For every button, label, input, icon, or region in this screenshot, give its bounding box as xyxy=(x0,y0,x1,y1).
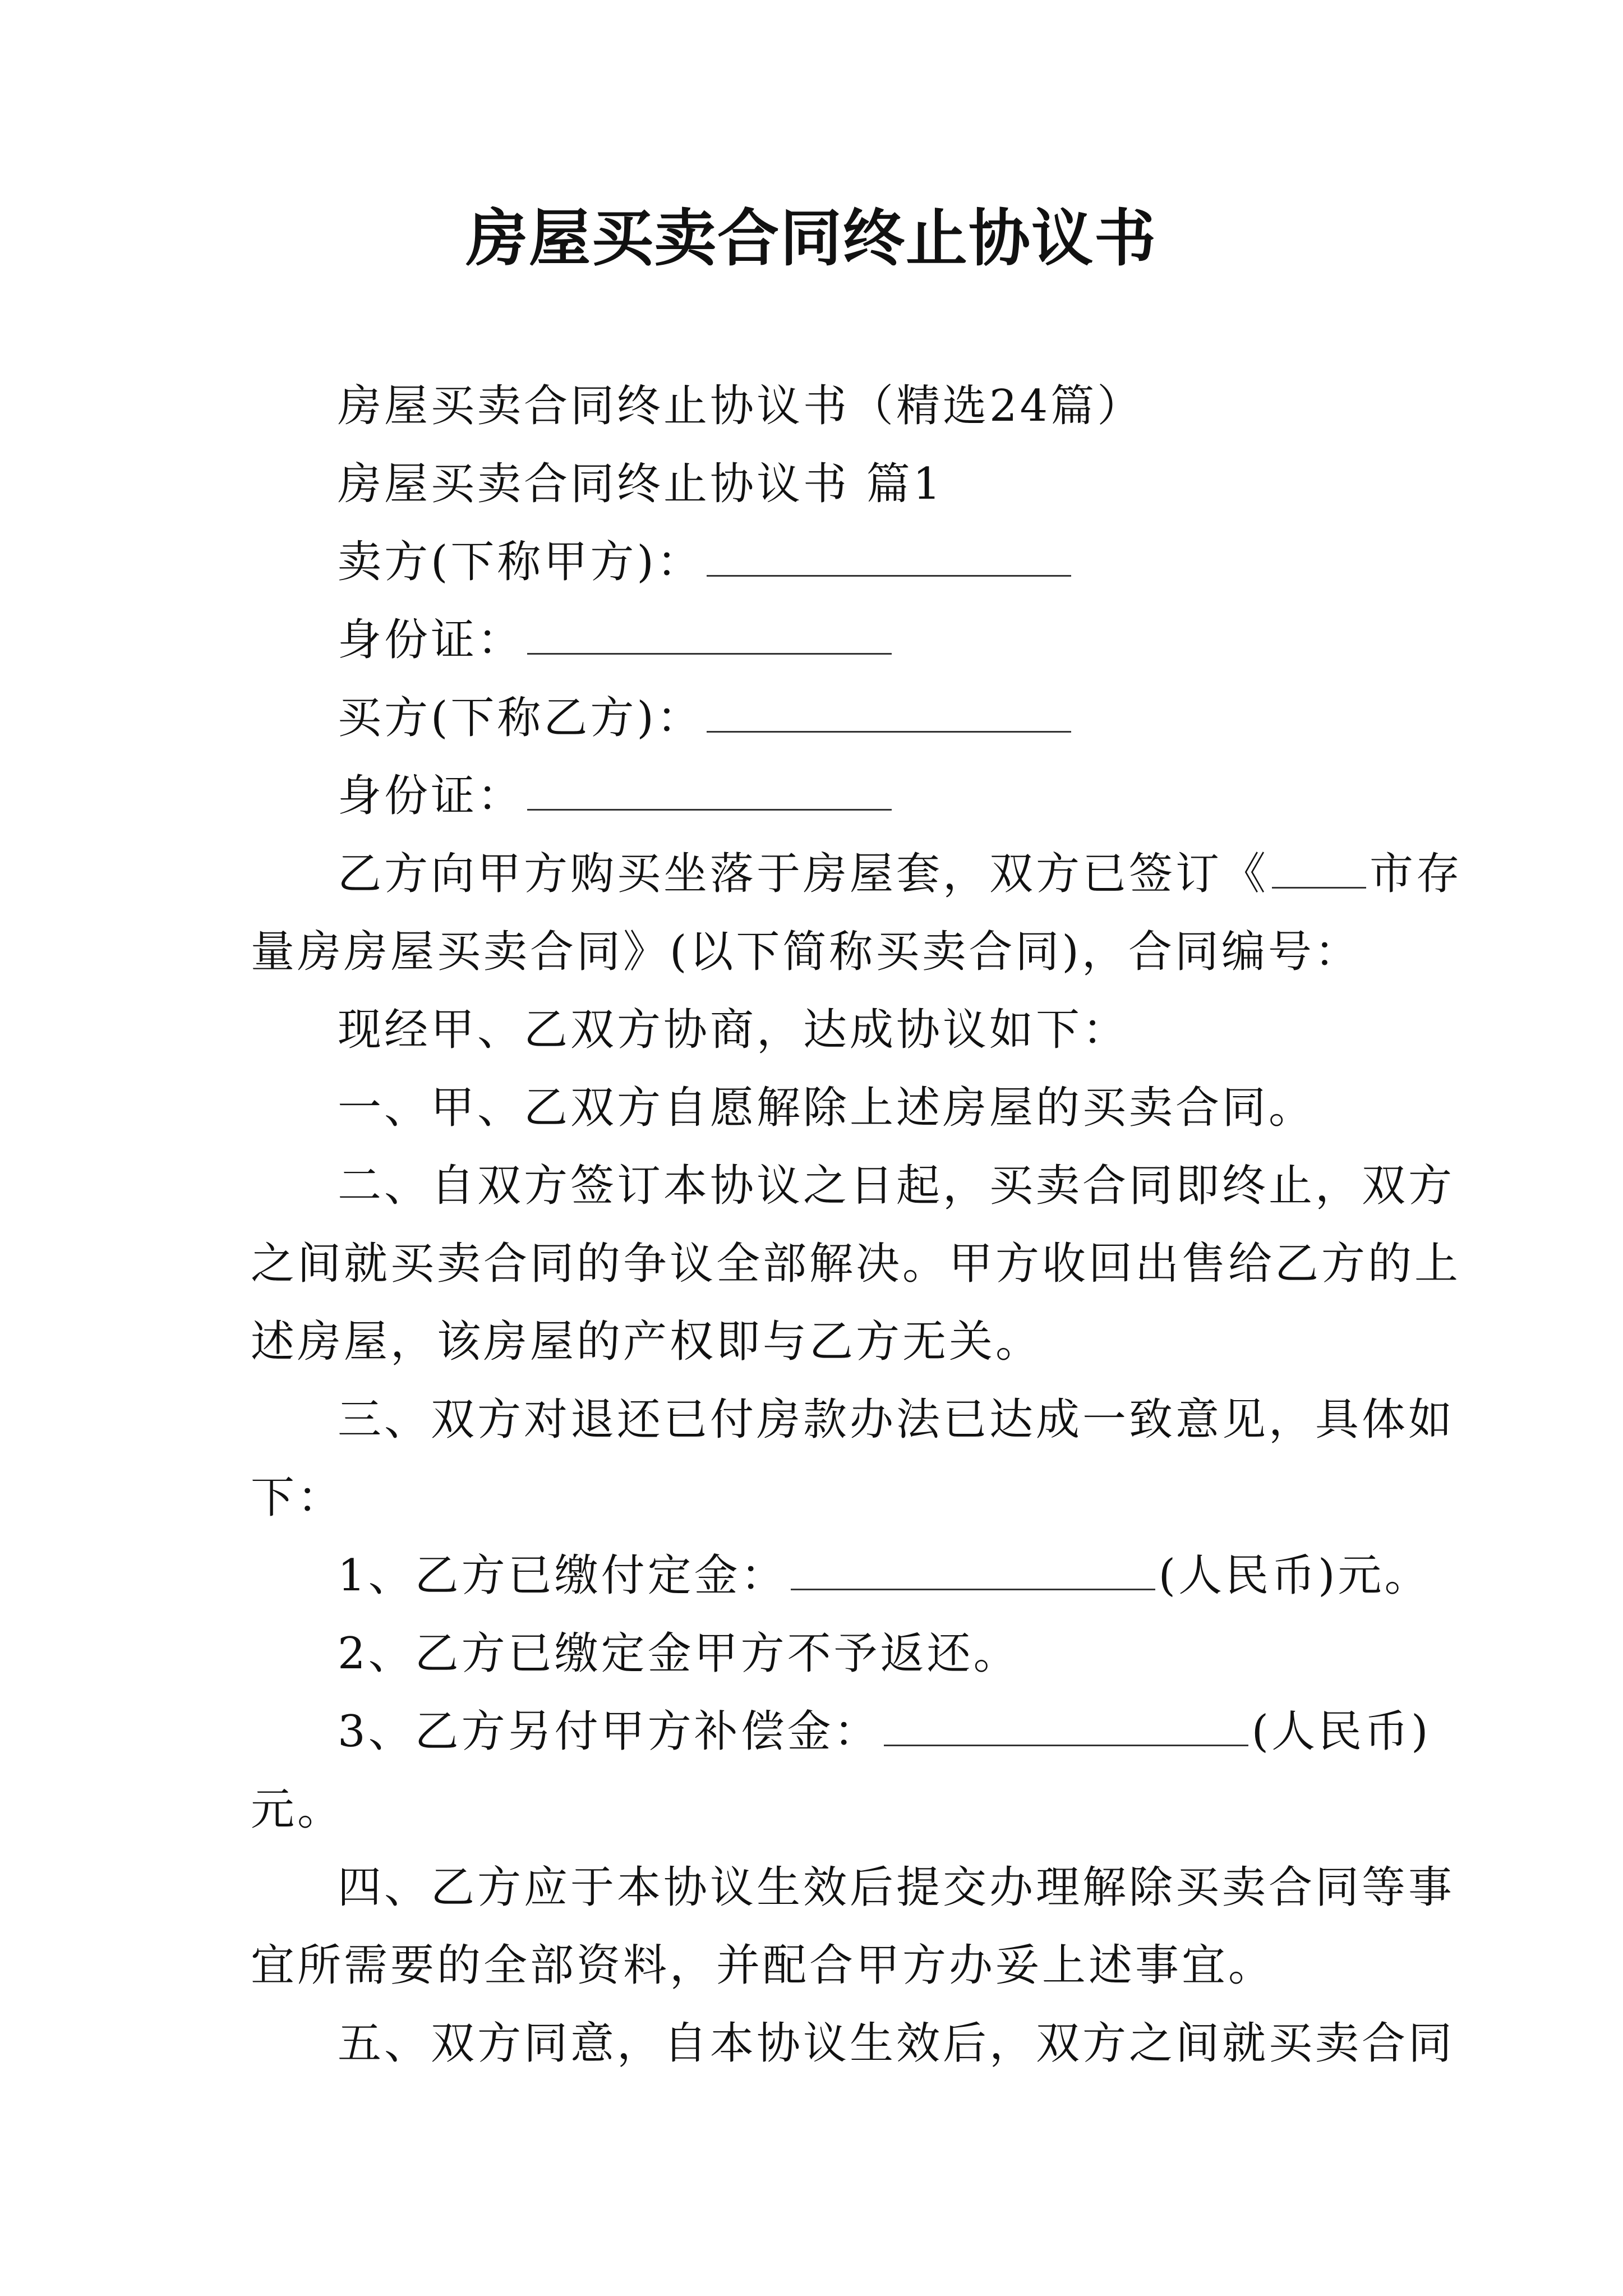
deposit-blank xyxy=(791,1549,1155,1590)
paragraph-text: 市存 xyxy=(1370,849,1463,899)
clause-3-continued: 下： xyxy=(251,1473,344,1523)
deposit-clause: 2、乙方已缴定金甲方不予返还。 xyxy=(338,1628,1020,1679)
paragraph-line xyxy=(251,835,1463,913)
seller-id-blank xyxy=(527,614,892,655)
compensation-continued: 元。 xyxy=(251,1784,344,1835)
buyer-label: 买方(下称乙方)： xyxy=(338,693,703,743)
paragraph-text: 乙方向甲方购买坐落于房屋套，双方已签订《 xyxy=(338,849,1269,899)
deposit-label: 1、乙方已缴付定金： xyxy=(338,1550,787,1601)
section-heading: 房屋买卖合同终止协议书 篇1 xyxy=(338,459,944,509)
seller-field xyxy=(251,523,1378,601)
compensation-field xyxy=(251,1693,1431,1771)
buyer-id-field xyxy=(251,757,1378,835)
document-title: 房屋买卖合同终止协议书 xyxy=(466,202,1157,274)
buyer-id-label: 身份证： xyxy=(338,771,524,821)
buyer-blank xyxy=(707,692,1071,733)
compensation-unit: (人民币) xyxy=(1251,1706,1431,1757)
paragraph-line: 量房房屋买卖合同》(以下简称买卖合同)，合同编号： xyxy=(251,927,1361,977)
clause-2: 二、自双方签订本协议之日起，买卖合同即终止，双方 xyxy=(338,1161,1455,1211)
buyer-field xyxy=(251,679,1378,757)
subtitle-line: 房屋买卖合同终止协议书（精选24篇） xyxy=(338,381,1144,431)
seller-id-field xyxy=(251,601,1378,679)
deposit-field xyxy=(251,1537,1431,1615)
buyer-id-blank xyxy=(527,770,892,811)
seller-blank xyxy=(707,536,1071,577)
city-blank xyxy=(1272,848,1366,889)
clause-4: 四、乙方应于本协议生效后提交办理解除买卖合同等事 xyxy=(338,1862,1455,1913)
clause-4-continued: 宜所需要的全部资料，并配合甲方办妥上述事宜。 xyxy=(251,1940,1275,1991)
seller-id-label: 身份证： xyxy=(338,615,524,665)
clause-2-continued: 述房屋，该房屋的产权即与乙方无关。 xyxy=(251,1317,1043,1367)
document-body xyxy=(251,367,1463,2083)
clause-5: 五、双方同意，自本协议生效后，双方之间就买卖合同 xyxy=(338,2018,1455,2069)
deposit-unit: (人民币)元。 xyxy=(1158,1550,1431,1601)
clause-1: 一、甲、乙双方自愿解除上述房屋的买卖合同。 xyxy=(338,1083,1316,1133)
clause-2-continued: 之间就买卖合同的争议全部解决。甲方收回出售给乙方的上 xyxy=(251,1239,1461,1289)
paragraph-line: 现经甲、乙双方协商，达成协议如下： xyxy=(338,1005,1129,1055)
compensation-label: 3、乙方另付甲方补偿金： xyxy=(338,1706,880,1757)
seller-label: 卖方(下称甲方)： xyxy=(338,537,703,587)
compensation-blank xyxy=(884,1705,1248,1746)
clause-3: 三、双方对退还已付房款办法已达成一致意见，具体如 xyxy=(338,1395,1455,1445)
